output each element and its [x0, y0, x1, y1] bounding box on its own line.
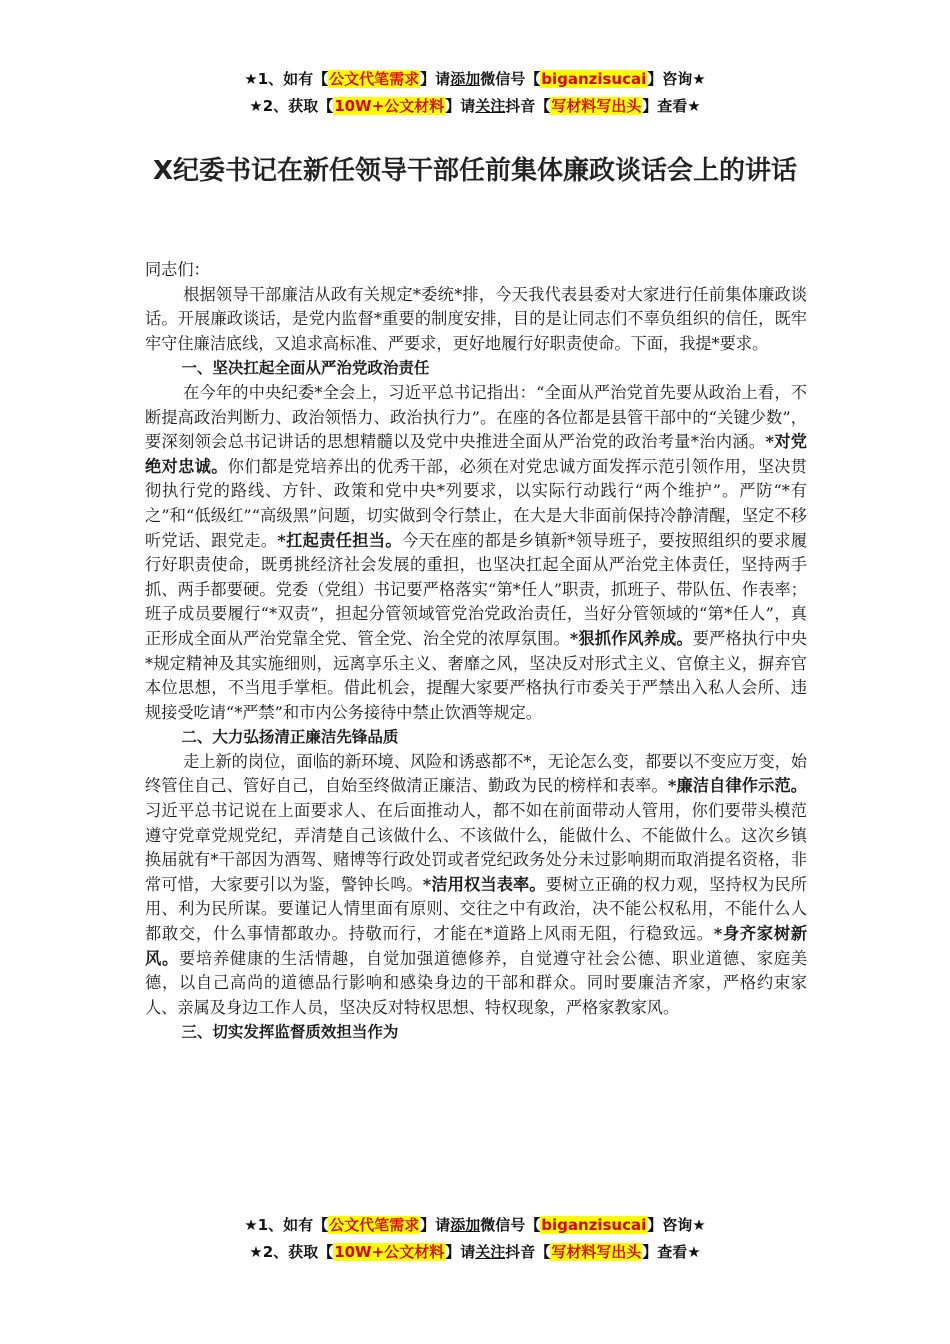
body-text: 走上新的岗位，面临的新环境、风险和诱惑都不*，无论怎么变，都要以不变应万变，始终管住自己、管好自己，自始至终做清正廉洁、勤政为民的榜样和表率。	[145, 751, 807, 796]
promo-line-2	[0, 93, 950, 120]
promo-highlight: 写材料写出头	[551, 97, 642, 115]
promo-text: 】查看★	[642, 1243, 701, 1261]
intro-paragraph: 根据领导干部廉洁从政有关规定*委统*排，今天我代表县委对大家进行任前集体廉政谈话。开展廉政谈话，是党内监督*重要的制度安排，目的是让同志们不辜负组织的信任，既牢牢守住廉洁底线，又追求高标准、严要求，更好地履行好职责使命。下面，我提*要求。	[145, 284, 807, 353]
promo-highlight: biganzisucai	[541, 70, 647, 88]
promo-text: 微信号【	[480, 1216, 541, 1234]
promo-highlight: 公文代笔需求	[329, 1216, 420, 1234]
promo-text: 】请	[445, 97, 476, 115]
promo-text: 】查看★	[642, 97, 701, 115]
bold-point: *洁用权当表率。	[422, 874, 546, 894]
promo-text: 】咨询★	[647, 1216, 706, 1234]
promo-text: 抖音【	[505, 1243, 551, 1261]
promo-highlight: 10W+公文材料	[334, 1243, 445, 1261]
bold-point: *扛起责任担当。	[277, 530, 402, 550]
promo-underline: 关注	[475, 97, 506, 115]
promo-line-1	[0, 66, 950, 93]
promo-line-1	[0, 1212, 950, 1239]
section-heading-1: 一、坚决扛起全面从严治党政治责任	[181, 359, 430, 378]
section-1-paragraph	[145, 381, 807, 725]
promo-highlight: 10W+公文材料	[334, 97, 445, 115]
promo-text: 微信号【	[480, 70, 541, 88]
promo-highlight: biganzisucai	[541, 1216, 647, 1234]
bold-point: *身齐家树新风。	[145, 924, 808, 968]
promo-text: ★1、如有【	[244, 70, 329, 88]
body-text: 你们都是党培养出的优秀干部，必须在对党忠诚方面发挥示范引领作用，坚决贯彻执行党的路线、方针、政策和党中央*列要求，以实际行动践行“两个维护”。严防“*有之”和“低级红”“高级黑”问题，切实做到令行禁止，在大是大非面前保持冷静清醒，坚定不移听党话、跟党走。	[145, 456, 807, 550]
bold-point: *狠抓作风养成。	[569, 628, 693, 648]
promo-highlight: 写材料写出头	[551, 1243, 642, 1261]
section-heading-3: 三、切实发挥监督质效担当作为	[181, 1023, 399, 1042]
promo-text: ★1、如有【	[244, 1216, 329, 1234]
body-text: 在今年的中央纪委*全会上，习近平总书记指出：“全面从严治党首先要从政治上看，不断提高政治判断力、政治领悟力、政治执行力”。在座的各位都是县管干部中的“关键少数”，要深刻领会总书记讲话的思想精髓以及党中央推进全面从严治党的政治考量*治内涵。	[145, 382, 807, 452]
promo-underline: 关注	[475, 1243, 506, 1261]
promo-underline: 添加	[450, 1216, 481, 1234]
section-2-paragraph	[145, 750, 807, 1021]
promo-text: ★2、获取【	[249, 1243, 334, 1261]
promo-text: 】请	[420, 70, 451, 88]
promo-highlight: 公文代笔需求	[329, 70, 420, 88]
promo-text: 抖音【	[505, 97, 551, 115]
promo-text: 】请	[445, 1243, 476, 1261]
body-text: 要培养健康的生活情趣，自觉加强道德修养，自觉遵守社会公德、职业道德、家庭美德，以自己高尚的道德品行影响和感染身边的干部和群众。同时要廉洁齐家，严格约束家人、亲属及身边工作人员，坚决反对特权思想、特权现象，严格家教家风。	[145, 948, 808, 1017]
document-body	[145, 258, 807, 1045]
section-heading-2: 二、大力弘扬清正廉洁先锋品质	[181, 728, 399, 747]
promo-text: ★2、获取【	[249, 97, 334, 115]
promo-text: 】咨询★	[647, 70, 706, 88]
bold-point: *对党绝对忠诚。	[145, 432, 807, 476]
salutation: 同志们：	[145, 260, 210, 279]
body-text: 习近平总书记说在上面要求人、在后面推动人，都不如在前面带动人管用，你们要带头模范遵守党章党规党纪，弄清楚自己该做什么、不该做什么，能做什么、不能做什么。这次乡镇换届就有*干部因为酒驾、赌博等行政处罚或者党纪政务处分未过影响期而取消提名资格，非常可惜，大家要引以为鉴，警钟长鸣。	[145, 801, 807, 894]
promo-text: 】请	[420, 1216, 451, 1234]
body-text: 要树立正确的权力观，坚持权为民所用、利为民所谋。要谨记人情里面有原则、交往之中有政治，决不能公权私用，不能什么人都敢交，什么事情都敢办。持敬而行，才能在*道路上风雨无阻，行稳致远。	[145, 874, 807, 944]
document-title: X纪委书记在新任领导干部任前集体廉政谈话会上的讲话	[152, 156, 798, 186]
promo-line-2	[0, 1239, 950, 1266]
promo-banner-top	[0, 66, 950, 120]
bold-point: *廉洁自律作示范。	[667, 776, 807, 796]
body-text: 要严格执行中央*规定精神及其实施细则，远离享乐主义、奢靡之风，坚决反对形式主义、官僚主义，摒弃官本位思想，不当甩手掌柜。借此机会，提醒大家要严格执行市委关于严禁出入私人会所、违规接受吃请“*严禁”和市内公务接待中禁止饮酒等规定。	[145, 628, 807, 722]
promo-banner-bottom	[0, 1212, 950, 1266]
body-text: 今天在座的都是乡镇新*领导班子，要按照组织的要求履行好职责使命，既勇挑经济社会发展的重担，也坚决扛起全面从严治党主体责任，坚持两手抓、两手都要硬。党委（党组）书记要严格落实“第*任人”职责，抓班子、带队伍、作表率；班子成员要履行“*双责”，担起分管领域管党治党政治责任，当好分管领域的“第*任人”，真正形成全面从严治党靠全党、管全党、治全党的浓厚氛围。	[145, 530, 808, 648]
promo-underline: 添加	[450, 70, 481, 88]
